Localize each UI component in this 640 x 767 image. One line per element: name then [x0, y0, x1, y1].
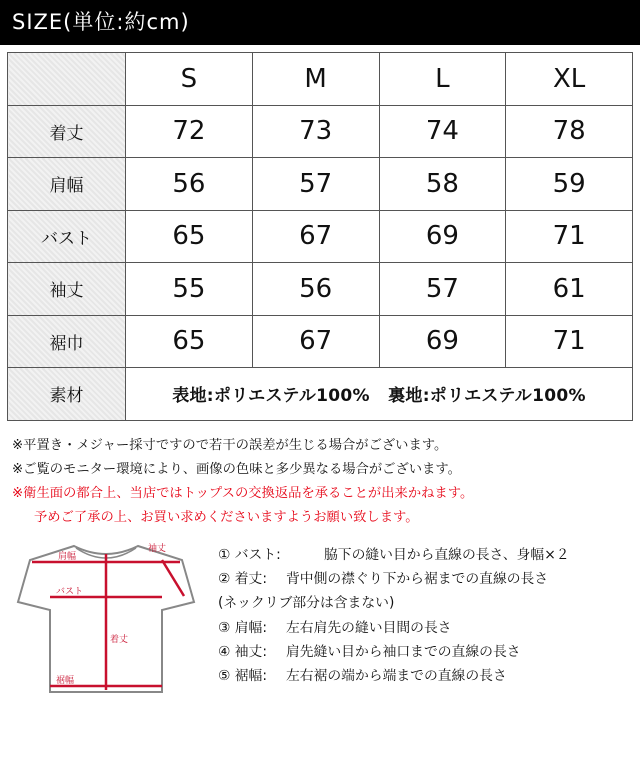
size-header: XL — [506, 53, 633, 106]
table-row — [8, 315, 633, 368]
table-cell: 65 — [126, 315, 253, 368]
diagram-sleeve-label: 袖丈 — [148, 544, 167, 554]
table-cell: 57 — [379, 263, 506, 316]
table-cell: 61 — [506, 263, 633, 316]
header-bar — [0, 0, 640, 45]
measurement-item — [218, 567, 638, 591]
measurement-label: ② 着丈: — [218, 571, 267, 588]
table-cell: 58 — [379, 158, 506, 211]
table-row — [8, 263, 633, 316]
table-cell: 69 — [379, 315, 506, 368]
note-no-returns: ※衛生面の都合上、当店ではトップスの交換返品を承ることが出来かねます。 — [12, 486, 474, 501]
table-cell: 57 — [252, 158, 379, 211]
note-acknowledgement: 予めご了承の上、お買い求めくださいますようお願い致します。 — [34, 510, 419, 525]
table-cell: 55 — [126, 263, 253, 316]
corner-cell — [8, 53, 126, 106]
material-value — [126, 368, 633, 421]
table-row — [8, 210, 633, 263]
measurement-desc: 脇下の縫い目から直線の長さ、身幅×２ — [324, 547, 570, 563]
measurement-label: ④ 袖丈: — [218, 643, 267, 660]
note-measurement-error: ※平置き・メジャー採寸ですので若干の誤差が生じる場合がございます。 — [12, 438, 448, 453]
measurement-guide — [218, 543, 638, 688]
table-cell: 73 — [252, 105, 379, 158]
table-cell: 71 — [506, 315, 633, 368]
header-title: SIZE(単位:約cm) — [12, 10, 190, 34]
diagram-hem-label: 裾幅 — [56, 676, 75, 686]
size-header: L — [379, 53, 506, 106]
measurement-item — [218, 543, 638, 567]
measurement-desc: 肩先縫い目から袖口までの直線の長さ — [286, 643, 521, 660]
measurement-item — [218, 664, 638, 688]
table-row — [8, 105, 633, 158]
row-label: 袖丈 — [8, 263, 126, 316]
row-label: 肩幅 — [8, 158, 126, 211]
size-table — [7, 52, 633, 421]
material-outer: 表地:ポリエステル100% — [172, 386, 370, 407]
tshirt-diagram — [12, 540, 202, 700]
measurement-label: ⑤ 裾幅: — [218, 668, 267, 685]
table-cell: 59 — [506, 158, 633, 211]
table-header-row — [8, 53, 633, 106]
row-label: 裾巾 — [8, 315, 126, 368]
measurement-desc: 左右裾の端から端までの直線の長さ — [286, 668, 507, 685]
notes — [12, 434, 632, 530]
size-header: M — [252, 53, 379, 106]
table-cell: 72 — [126, 105, 253, 158]
measurement-label: ① バスト: — [218, 547, 281, 563]
measurement-label: ③ 肩幅: — [218, 619, 267, 636]
measurement-desc: 背中側の襟ぐり下から裾までの直線の長さ — [286, 571, 549, 588]
table-cell: 71 — [506, 210, 633, 263]
measurement-desc: 左右肩先の縫い目間の長さ — [286, 619, 452, 636]
measurement-desc: (ネックリブ部分は含まない) — [218, 595, 395, 612]
size-header: S — [126, 53, 253, 106]
table-cell: 65 — [126, 210, 253, 263]
table-cell: 56 — [252, 263, 379, 316]
material-lining: 裏地:ポリエステル100% — [388, 386, 586, 407]
note-color-difference: ※ご覧のモニター環境により、画像の色味と多少異なる場合がございます。 — [12, 462, 461, 477]
material-label: 素材 — [8, 368, 126, 421]
table-cell: 67 — [252, 315, 379, 368]
material-row — [8, 368, 633, 421]
measurement-item — [218, 616, 638, 640]
table-row — [8, 158, 633, 211]
diagram-shoulder-label: 肩幅 — [58, 552, 77, 562]
table-cell: 67 — [252, 210, 379, 263]
table-cell: 69 — [379, 210, 506, 263]
measurement-item — [218, 591, 638, 615]
diagram-length-label: 着丈 — [110, 635, 129, 645]
table-cell: 56 — [126, 158, 253, 211]
row-label: 着丈 — [8, 105, 126, 158]
measurement-item — [218, 640, 638, 664]
table-cell: 78 — [506, 105, 633, 158]
diagram-bust-label: バスト — [56, 587, 84, 597]
row-label: バスト — [8, 210, 126, 263]
table-cell: 74 — [379, 105, 506, 158]
